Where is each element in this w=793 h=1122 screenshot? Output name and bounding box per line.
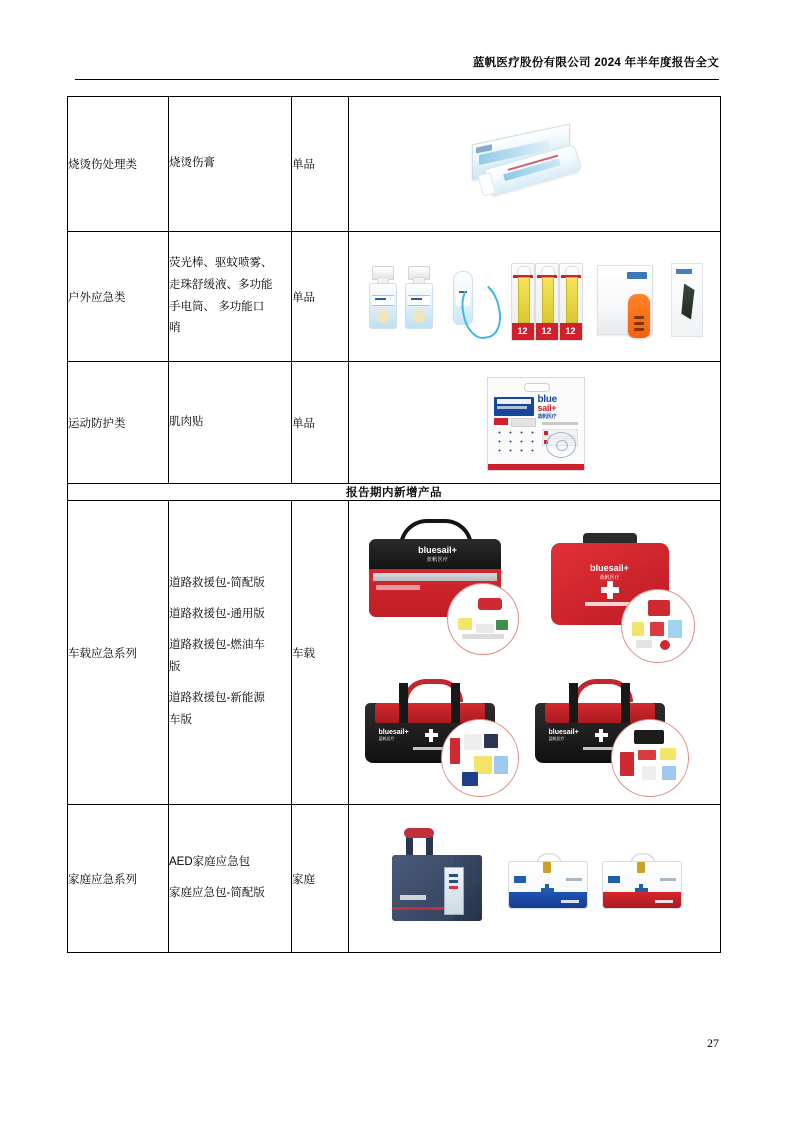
page-header (75, 50, 719, 80)
kit-contents-inset (441, 719, 519, 797)
vehicle-kits-image (355, 511, 715, 795)
medical-cross-icon (601, 581, 619, 599)
table-row (68, 362, 721, 484)
bag-brand-label: bluesail+ 蓝帆医疗 (590, 562, 629, 581)
item-line: 走珠舒缓液、多功能 (169, 278, 273, 291)
page-number: 27 (707, 1036, 719, 1050)
row-type: 单品 (292, 232, 349, 362)
item-line: 版 (169, 661, 181, 673)
glow-stick-label: 12 (512, 323, 534, 340)
kit-contents-inset (621, 589, 695, 663)
row-type: 车载 (292, 501, 349, 805)
glow-stick-label: 12 (536, 323, 558, 340)
bag-brand-label: bluesail+ 蓝帆医疗 (378, 728, 409, 741)
row-items (169, 501, 292, 805)
header-title: 蓝帆医疗股份有限公司 2024 年半年度报告全文 (472, 57, 719, 69)
mosquito-spray-bottle-icon (405, 267, 431, 329)
row-images (349, 232, 721, 362)
medical-cross-icon (425, 729, 438, 742)
multifunction-whistle-box-icon (671, 263, 703, 337)
row-type: 单品 (292, 97, 349, 232)
product-table (67, 96, 721, 953)
item-line: AED家庭应急包 (169, 856, 251, 869)
glow-stick-pack-icon (511, 263, 533, 339)
flashlight-icon (628, 294, 650, 338)
item-line: 荧光棒、驱蚊喷雾、 (169, 256, 273, 269)
row-category: 家庭应急系列 (68, 805, 169, 953)
row-category: 户外应急类 (68, 232, 169, 362)
row-items (169, 232, 292, 362)
item-line: 道路救援包-简配版 (169, 577, 265, 590)
family-kits-image (380, 831, 690, 927)
new-products-banner: 报告期内新增产品 (68, 484, 721, 501)
table-row (68, 501, 721, 805)
muscle-tape-package-icon (487, 377, 585, 471)
row-type: 家庭 (292, 805, 349, 953)
row-items: 烧烫伤膏 (169, 97, 292, 232)
bag-brand-label: bluesail+ 蓝帆医疗 (548, 728, 579, 741)
item-line: 手电筒、 多功能口 (169, 300, 265, 313)
row-type: 单品 (292, 362, 349, 484)
item-line: 车版 (169, 713, 192, 726)
glow-stick-pack-icon (559, 263, 581, 339)
table-row-banner (68, 484, 721, 501)
row-images (349, 362, 721, 484)
item-line: 道路救援包-通用版 (169, 608, 265, 621)
kit-contents-inset (611, 719, 689, 797)
row-category: 车载应急系列 (68, 501, 169, 805)
muscle-tape-image (487, 377, 583, 469)
bag-brand-label: bluesail+ 蓝帆医疗 (418, 544, 457, 563)
roll-on-soothing-liquid-icon (453, 271, 471, 329)
brand-logo: blue sail+ 蓝帆医疗 (537, 393, 557, 420)
row-images (349, 805, 721, 953)
burn-cream-image (460, 112, 610, 216)
table-row (68, 805, 721, 953)
row-images (349, 501, 721, 805)
row-items (169, 805, 292, 953)
white-red-home-first-aid-box-icon (602, 853, 680, 907)
glow-stick-label: 12 (560, 323, 582, 340)
outdoor-products-image (361, 249, 709, 345)
kit-contents-inset (447, 583, 519, 655)
table-row (68, 232, 721, 362)
white-blue-home-first-aid-box-icon (508, 853, 586, 907)
row-category: 运动防护类 (68, 362, 169, 484)
item-line: 哨 (169, 322, 181, 335)
row-category: 烧烫伤处理类 (68, 97, 169, 232)
medical-cross-icon (595, 729, 608, 742)
table-row (68, 97, 721, 232)
glow-stick-pack-icon (535, 263, 557, 339)
item-line: 道路救援包-燃油车 (169, 639, 265, 652)
row-items: 肌肉贴 (169, 362, 292, 484)
row-images (349, 97, 721, 232)
item-line: 道路救援包-新能源 (169, 691, 265, 704)
mosquito-spray-bottle-icon (369, 267, 395, 329)
item-line: 家庭应急包-简配版 (169, 887, 265, 899)
multifunction-flashlight-box-icon (597, 265, 653, 335)
